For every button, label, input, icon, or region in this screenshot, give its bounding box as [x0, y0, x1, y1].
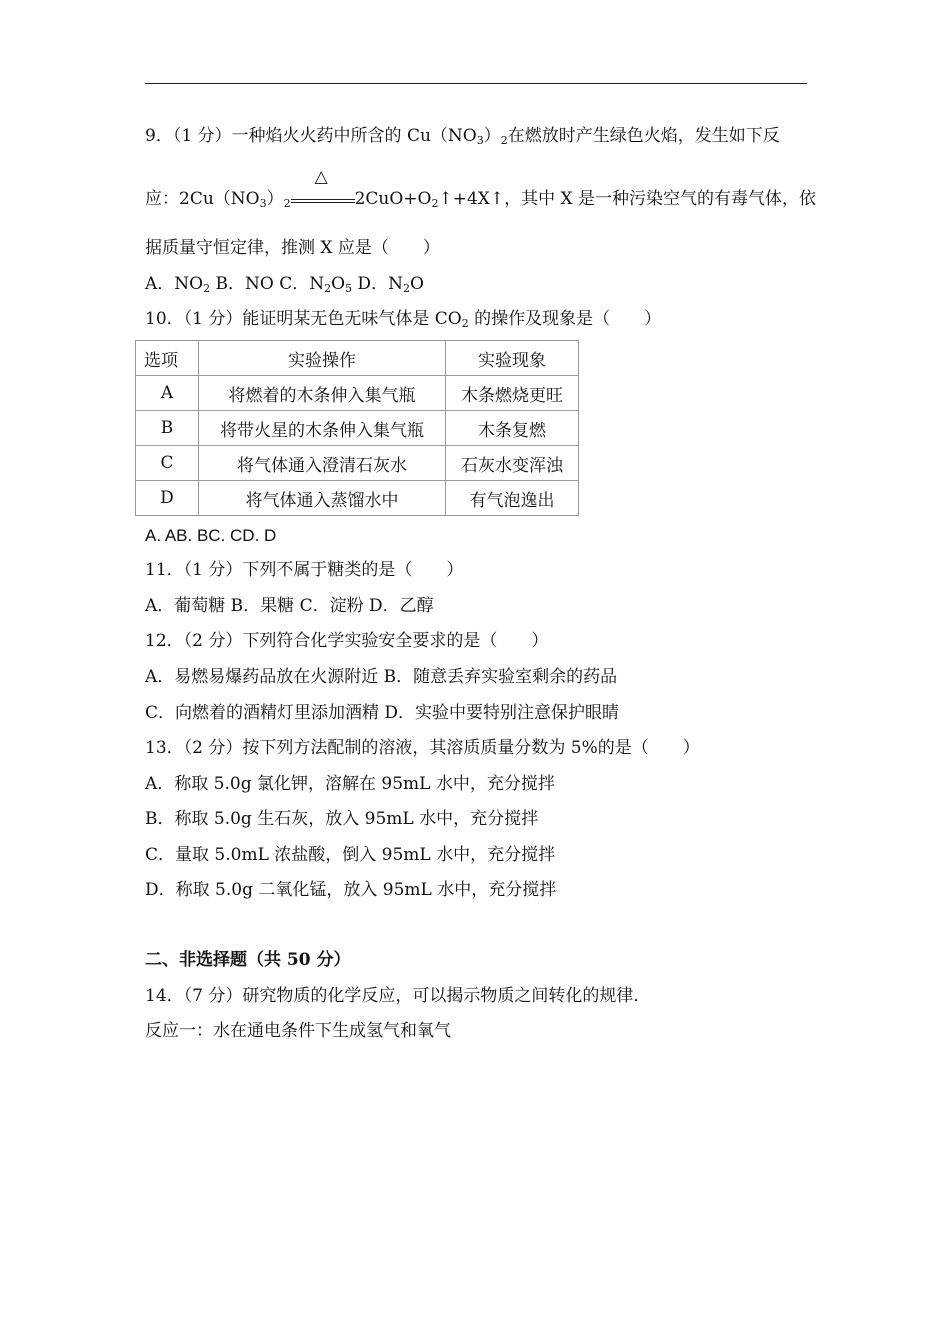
- q9-line2-equation: 应：$2Cu(NO_3)_2$ △ $2CuO+O_2↑+4X↑$，其中 X 是一种污染空气的有毒气体，依: [145, 167, 817, 210]
- table-cell: 将气体通入蒸馏水中: [199, 481, 446, 516]
- table-cell: 将带火星的木条伸入集气瓶: [199, 411, 446, 446]
- q11-options: A．葡萄糖 B．果糖 C．淀粉 D．乙醇: [145, 596, 434, 616]
- table-header-cell: 实验操作: [199, 341, 446, 376]
- table-cell: 将气体通入澄清石灰水: [199, 446, 446, 481]
- q10-options: A. AB. BC. CD. D: [145, 526, 277, 545]
- table-cell: 将燃着的木条伸入集气瓶: [199, 376, 446, 411]
- q9-line3: 据质量守恒定律，推测 X 应是（ ）: [145, 238, 440, 258]
- table-cell: B: [136, 411, 199, 446]
- table-row: [136, 446, 579, 481]
- q11-stem: 11．（1 分）下列不属于糖类的是（ ）: [145, 560, 464, 580]
- table-cell: 木条复燃: [446, 411, 579, 446]
- table-cell: 石灰水变浑浊: [446, 446, 579, 481]
- q12-options-line2: C．向燃着的酒精灯里添加酒精 D．实验中要特别注意保护眼睛: [145, 703, 620, 723]
- q9-options: A．$NO_2$ B．NO C．$N_2O_5$ D．$N_2O$: [145, 274, 424, 295]
- header-rule: [145, 83, 807, 84]
- q13-option-d: D．称取 5.0g 二氧化锰，放入 95mL 水中，充分搅拌: [145, 880, 557, 900]
- table-row: [136, 376, 579, 411]
- table-cell: 有气泡逸出: [446, 481, 579, 516]
- table-header-cell: 实验现象: [446, 341, 579, 376]
- table-cell: 木条燃烧更旺: [446, 376, 579, 411]
- q9-line1: 9．（1 分）一种焰火火药中所含的 $Cu(NO_3)_2$在燃放时产生绿色火焰，发生如下反: [145, 126, 780, 147]
- table-header-row: [136, 341, 579, 376]
- q10-stem: 10．（1 分）能证明某无色无味气体是 $CO_2$ 的操作及现象是（ ）: [145, 309, 662, 330]
- q12-options-line1: A．易燃易爆药品放在火源附近 B．随意丢弃实验室剩余的药品: [145, 667, 618, 687]
- q12-stem: 12．（2 分）下列符合化学实验安全要求的是（ ）: [145, 631, 549, 651]
- table-row: [136, 481, 579, 516]
- heat-triangle-icon: △: [314, 167, 328, 187]
- q13-option-a: A．称取 5.0g 氯化钾，溶解在 95mL 水中，充分搅拌: [145, 774, 555, 794]
- table-cell: A: [136, 376, 199, 411]
- q13-option-b: B．称取 5.0g 生石灰，放入 95mL 水中，充分搅拌: [145, 809, 539, 829]
- table-cell: C: [136, 446, 199, 481]
- table-row: [136, 411, 579, 446]
- q10-table: [135, 340, 579, 516]
- q13-stem: 13．（2 分）按下列方法配制的溶液，其溶质质量分数为 5%的是（ ）: [145, 738, 700, 758]
- q14-reaction1: 反应一：水在通电条件下生成氢气和氧气: [145, 1021, 451, 1041]
- heating-condition-sign: [291, 167, 355, 210]
- table-cell: D: [136, 481, 199, 516]
- q13-option-c: C．量取 5.0mL 浓盐酸，倒入 95mL 水中，充分搅拌: [145, 845, 556, 865]
- q14-stem: 14．（7 分）研究物质的化学反应，可以揭示物质之间转化的规律．: [145, 986, 651, 1006]
- section-heading: 二、非选择题（共 50 分）: [145, 950, 351, 970]
- table-header-cell: 选项: [136, 341, 199, 376]
